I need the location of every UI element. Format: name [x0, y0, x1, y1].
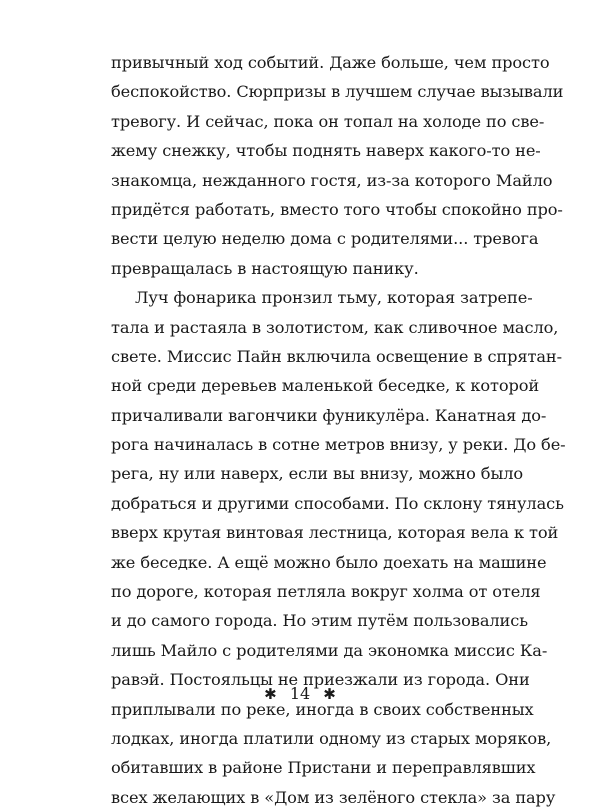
text-line: же беседке. А ещё можно было доехать на машине	[111, 552, 547, 572]
text-line: привычный ход событий. Даже больше, чем просто	[111, 53, 550, 72]
paragraph	[111, 48, 564, 283]
page-number: 14	[289, 684, 311, 703]
asterisk-ornament-right: ✱	[323, 685, 336, 703]
text-line: всех желающих в «Дом из зелёного стекла» за пару	[111, 787, 556, 807]
asterisk-ornament-left: ✱	[264, 685, 277, 703]
text-line: вести целую неделю дома с родителями... тревога	[111, 229, 539, 249]
text-line: придётся работать, вместо того чтобы спокойно про-	[111, 199, 563, 219]
text-line: лишь Майло с родителями да экономка миссис Ка-	[111, 640, 548, 660]
text-line: свете. Миссис Пайн включила освещение в спрятан-	[111, 346, 562, 366]
text-line: ной среди деревьев маленькой беседке, к которой	[111, 376, 540, 396]
paragraph	[111, 283, 566, 812]
text-line: знакомца, нежданного гостя, из-за которого Майло	[111, 170, 553, 190]
text-line: рега, ну или наверх, если вы внизу, можно было	[111, 464, 524, 484]
text-line: Луч фонарика пронзил тьму, которая затрепе-	[135, 288, 533, 308]
text-line: обитавших в районе Пристани и переправлявших	[111, 758, 536, 778]
text-line: рога начиналась в сотне метров внизу, у реки. До бе-	[111, 435, 566, 455]
text-line: приплывали по реке, иногда в своих собственных	[111, 699, 534, 719]
text-line: беспокойство. Сюрпризы в лучшем случае вызывали	[111, 82, 564, 102]
text-line: тала и растаяла в золотистом, как сливочное масло,	[111, 317, 559, 337]
text-line: лодках, иногда платили одному из старых моряков,	[111, 728, 552, 748]
text-line: вверх крутая винтовая лестница, которая вела к той	[111, 523, 559, 543]
text-line: жему снежку, чтобы поднять наверх какого-то не-	[111, 141, 541, 161]
text-line: причаливали вагончики фуникулёра. Канатная до-	[111, 405, 547, 425]
text-line: равэй. Постояльцы не приезжали из города. Они	[111, 670, 530, 690]
text-line: и до самого города. Но этим путём пользовались	[111, 611, 528, 631]
text-line: добраться и другими способами. По склону тянулась	[111, 493, 564, 513]
page-footer	[0, 684, 600, 704]
text-line: по дороге, которая петляла вокруг холма от отеля	[111, 582, 541, 602]
text-line: тревогу. И сейчас, пока он топал на холоде по све-	[111, 111, 545, 131]
text-line: превращалась в настоящую панику.	[111, 258, 419, 278]
